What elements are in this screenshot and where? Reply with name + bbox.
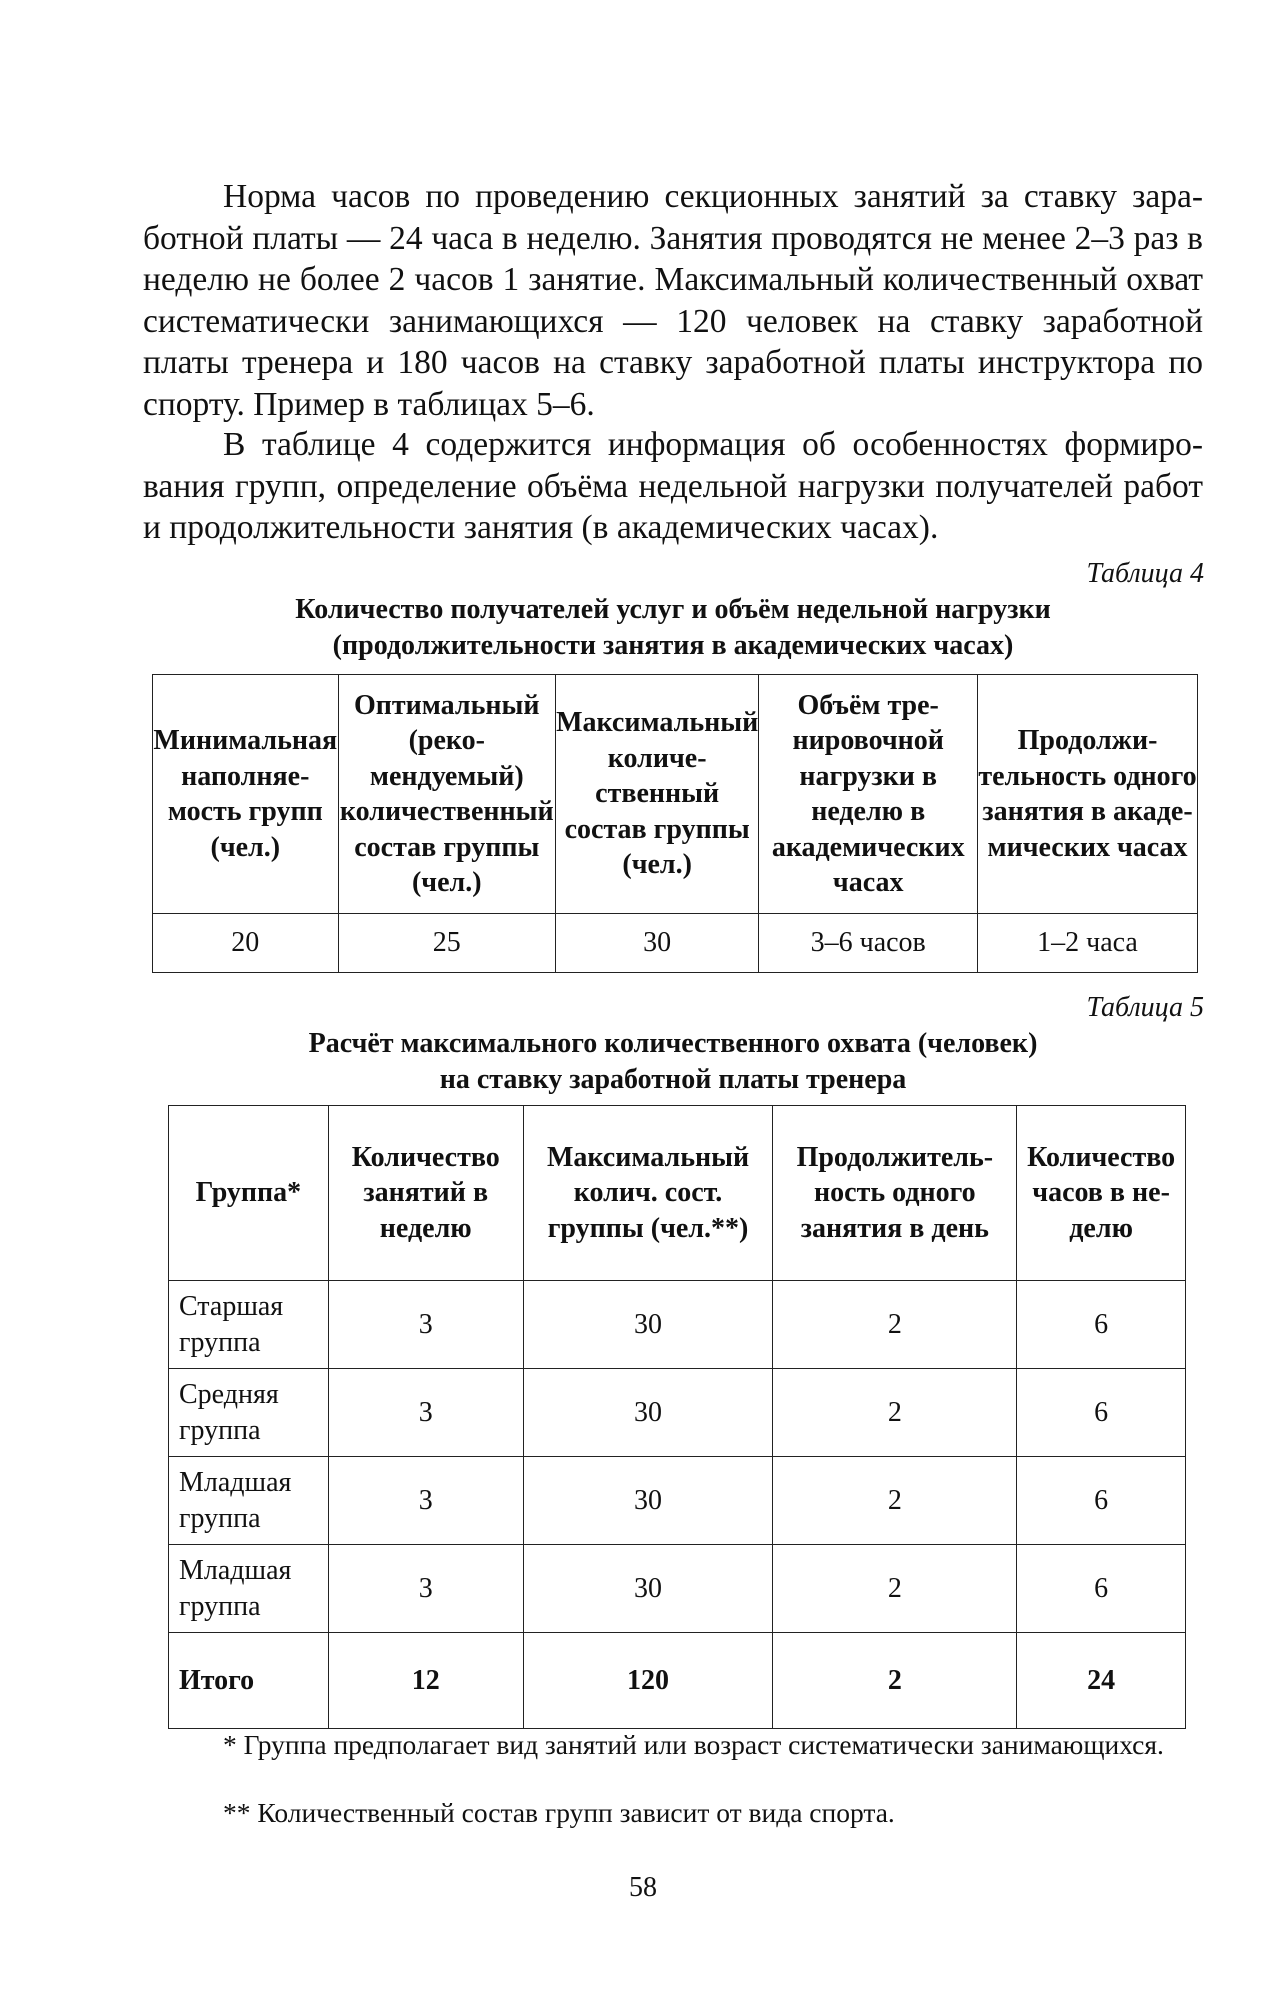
group-name-cell: Младшая группа [169,1457,329,1545]
table5-header-row [169,1106,1186,1281]
table-row [169,1369,1186,1457]
table5-cell: 2 [773,1545,1017,1633]
table5-cell: 2 [773,1369,1017,1457]
table5-total-row [169,1633,1186,1729]
table4 [152,674,1198,973]
table5-cell: 30 [523,1457,773,1545]
footnote-2: ** Количественный состав групп зависит от вида спорта. [223,1797,895,1828]
table5-header-cell: Максимальный колич. сост. группы (чел.**) [523,1106,773,1281]
group-name-cell: Младшая группа [169,1545,329,1633]
table-row [169,1545,1186,1633]
table5-cell: 30 [523,1369,773,1457]
table4-cell: 25 [338,914,555,973]
table4-header-cell: Оптимальный (рекомендуемый) количественный состав группы (чел.) [338,675,555,914]
table5-cell: 30 [523,1281,773,1369]
table4-value-row [153,914,1198,973]
table5-header-cell: Количество занятий в неделю [328,1106,523,1281]
table4-header-cell: Минимальная наполняемость групп (чел.) [153,675,339,914]
table5-header-cell: Продолжительность одного занятия в день [773,1106,1017,1281]
table5-cell: 3 [328,1281,523,1369]
table5-cell: 2 [773,1457,1017,1545]
table5-cell: 6 [1017,1281,1186,1369]
table4-caption: Таблица 4 [1086,558,1204,589]
group-name-cell: Старшая группа [169,1281,329,1369]
table5-header-cell: Группа* [169,1106,329,1281]
table-row [169,1457,1186,1545]
table5-header-cell: Количество часов в неделю [1017,1106,1186,1281]
table4-cell: 3–6 часов [759,914,978,973]
table5-cell: 6 [1017,1369,1186,1457]
footnote-1: * Группа предполагает вид занятий или возраст систематически занимающихся. [223,1729,1164,1760]
total-label-cell: Итого [169,1633,329,1729]
table5-cell: 6 [1017,1545,1186,1633]
table5-cell: 30 [523,1545,773,1633]
table5-cell: 6 [1017,1457,1186,1545]
table4-cell: 1–2 часа [978,914,1198,973]
table-row [169,1281,1186,1369]
table4-title [143,592,1203,664]
table4-header-cell: Максимальный количественный состав группы (чел.) [555,675,758,914]
table4-title-line2: (продолжительности занятия в академических часах) [332,630,1014,661]
table4-header-cell: Продолжительность одного занятия в академических часах [978,675,1198,914]
table5-total-cell: 120 [523,1633,773,1729]
body-paragraph-1: Норма часов по проведению секционных занятий за ставку заработной платы — 24 часа в неделю. Занятия проводятся не менее 2–3 раз в неделю не более 2 часов 1 занятие. Максимальный количественный охват систематически занимающихся — 120 человек на ставку заработной платы тренера и 180 часов на ставку заработной платы инструктора по спорту. Пример в таблицах 5–6. [143,178,1203,423]
table5-cell: 3 [328,1369,523,1457]
page-number: 58 [629,1872,657,1903]
table5 [168,1105,1186,1729]
table5-total-cell: 12 [328,1633,523,1729]
table4-title-line1: Количество получателей услуг и объём недельной нагрузки [295,594,1051,625]
table5-cell: 3 [328,1545,523,1633]
table5-total-cell: 24 [1017,1633,1186,1729]
table5-caption: Таблица 5 [1086,992,1204,1023]
table5-title-line2: на ставку заработной платы тренера [439,1064,907,1095]
table5-title-line1: Расчёт максимального количественного охвата (человек) [308,1028,1038,1059]
table5-total-cell: 2 [773,1633,1017,1729]
table4-cell: 30 [555,914,758,973]
table4-cell: 20 [153,914,339,973]
group-name-cell: Средняя группа [169,1369,329,1457]
table5-cell: 3 [328,1457,523,1545]
table4-header-cell: Объём тренировочной нагрузки в неделю в академических часах [759,675,978,914]
body-paragraph-2: В таблице 4 содержится информация об особенностях формирования групп, определение объёма недельной нагрузки получателей работ и продолжительности занятия (в академических часах). [143,426,1203,546]
table5-cell: 2 [773,1281,1017,1369]
table4-header-row [153,675,1198,914]
table5-title [143,1026,1203,1098]
